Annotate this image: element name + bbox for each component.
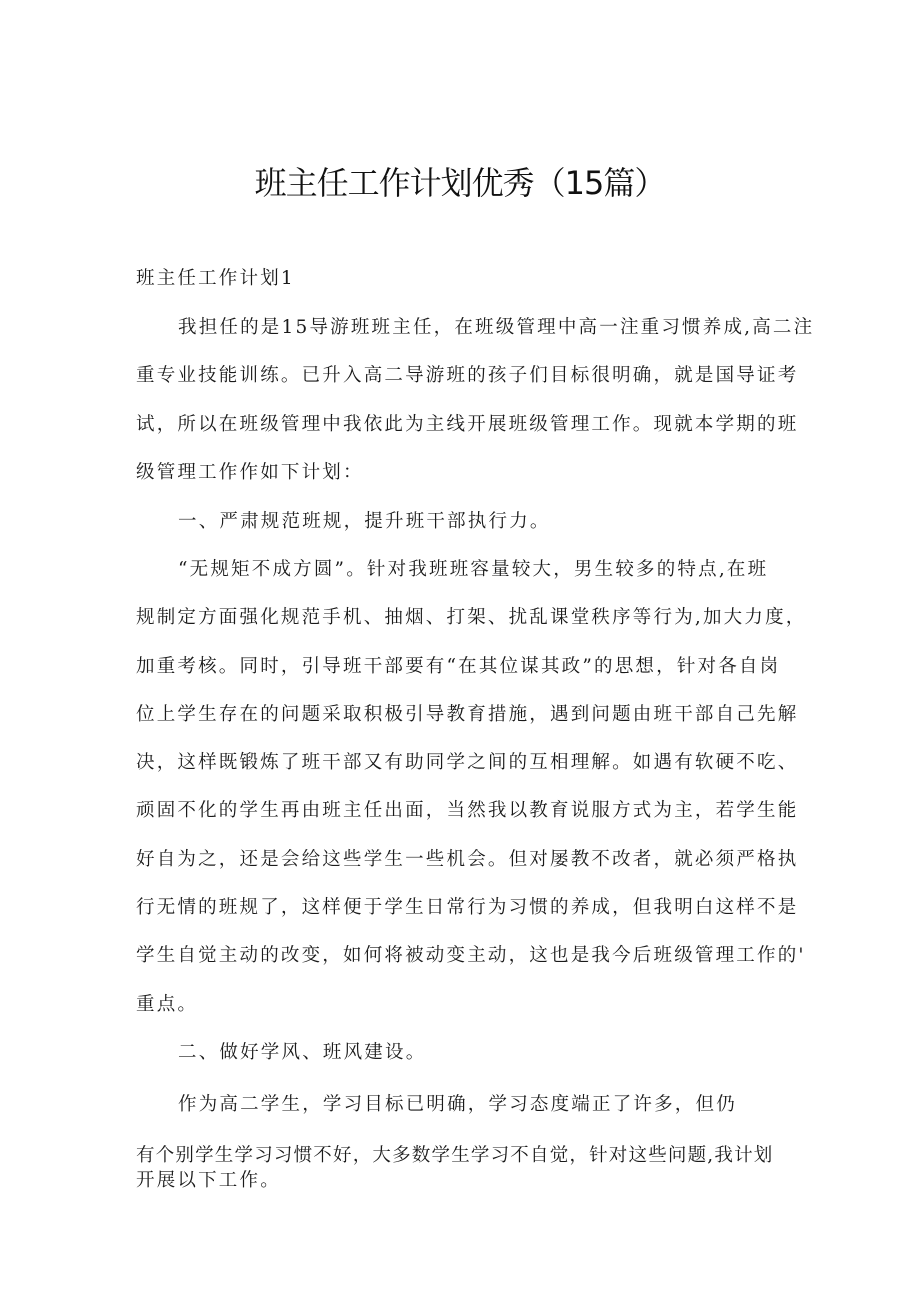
paragraph-line: 有个别学生学习习惯不好，大多数学生学习不自觉，针对这些问题,我计划 (136, 1145, 774, 1166)
paragraph-line: 重专业技能训练。已升入高二导游班的孩子们目标很明确，就是国导证考 (136, 365, 799, 386)
paragraph-line: 决，这样既锻炼了班干部又有助同学之间的互相理解。如遇有软硬不吃、 (136, 752, 799, 773)
paragraph-line: 行无情的班规了，这样便于学生日常行为习惯的养成，但我明白这样不是 (136, 897, 799, 918)
paragraph-line: 级管理工作作如下计划： (136, 462, 364, 483)
document-title: 班主任工作计划优秀（15篇） (254, 164, 666, 202)
section-heading: 班主任工作计划1 (136, 268, 295, 289)
paragraph-line: 加重考核。同时，引导班干部要有“在其位谋其政”的思想，针对各自岗 (136, 656, 781, 677)
paragraph-line: 重点。 (136, 994, 199, 1015)
paragraph-line: 我担任的是15导游班班主任，在班级管理中高一注重习惯养成,高二注 (178, 317, 815, 338)
paragraph-line: “无规矩不成方圆”。针对我班班容量较大，男生较多的特点,在班 (178, 559, 769, 580)
paragraph-line: 位上学生存在的问题采取积极引导教育措施，遇到问题由班干部自己先解 (136, 704, 799, 725)
subheading-one: 一、严肃规范班规，提升班干部执行力。 (178, 511, 551, 532)
paragraph-line: 规制定方面强化规范手机、抽烟、打架、扰乱课堂秩序等行为,加大力度， (136, 607, 807, 628)
paragraph-line: 顽固不化的学生再由班主任出面，当然我以教育说服方式为主，若学生能 (136, 800, 799, 821)
subheading-two: 二、做好学风、班风建设。 (178, 1042, 427, 1063)
paragraph-line: 学生自觉主动的改变，如何将被动变主动，这也是我今后班级管理工作的' (136, 945, 806, 966)
paragraph-line: 好自为之，还是会给这些学生一些机会。但对屡教不改者，就必须严格执 (136, 849, 799, 870)
paragraph-line: 试，所以在班级管理中我依此为主线开展班级管理工作。现就本学期的班 (136, 414, 799, 435)
paragraph-line: 开展以下工作。 (136, 1170, 281, 1191)
paragraph-line: 作为高二学生，学习目标已明确，学习态度端正了许多，但仍 (178, 1094, 737, 1115)
